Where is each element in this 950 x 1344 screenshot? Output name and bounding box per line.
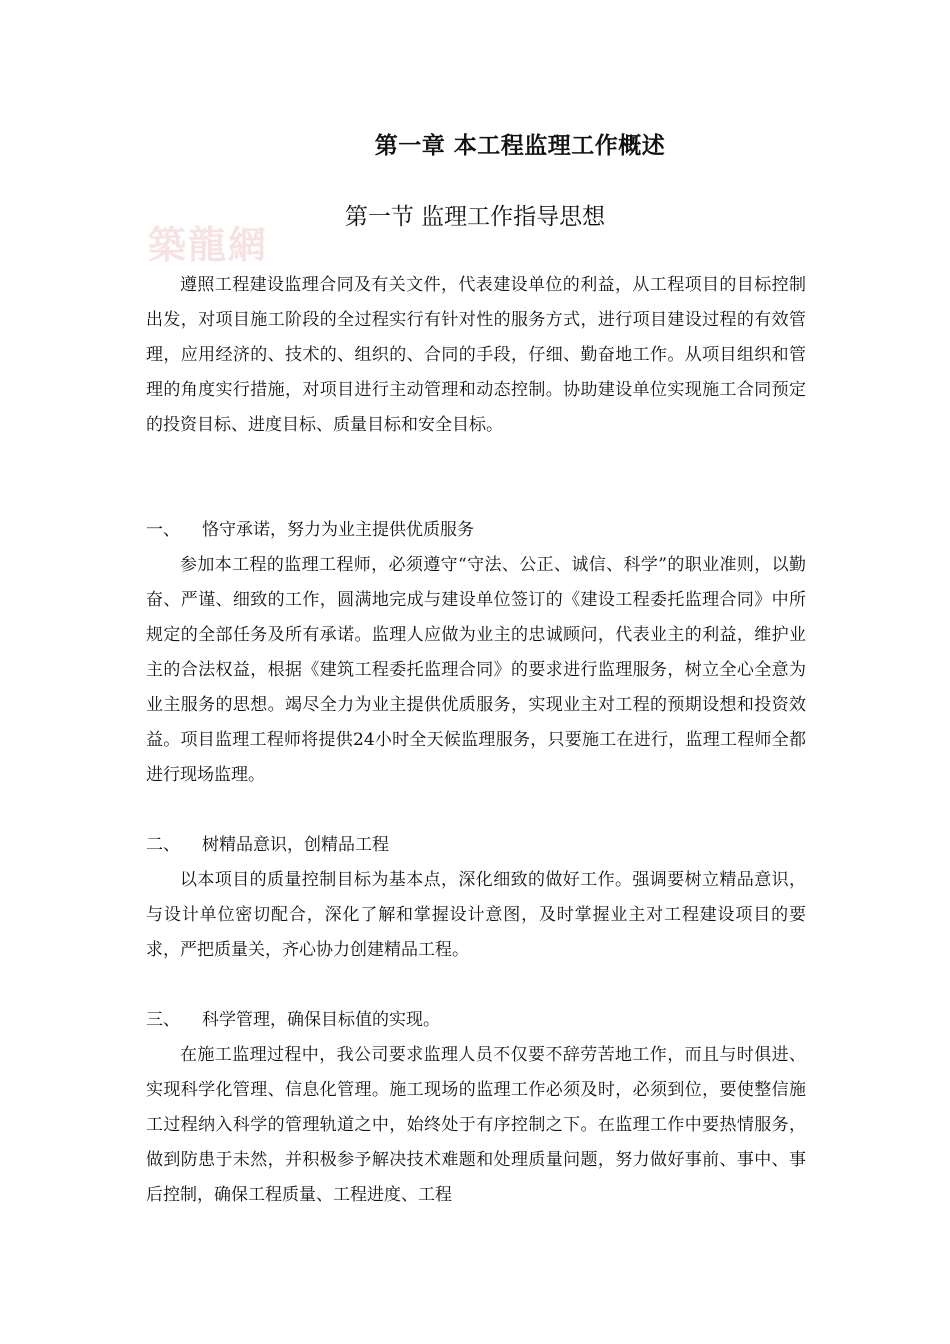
item-heading-3	[146, 1003, 440, 1038]
item-body-2: 以本项目的质量控制目标为基本点，深化细致的做好工作。强调要树立精品意识，与设计单位密切配合，深化了解和掌握设计意图，及时掌握业主对工程建设项目的要求，严把质量关，齐心协力创建精品工程。	[146, 870, 806, 960]
item-body-3: 在施工监理过程中，我公司要求监理人员不仅要不辞劳苦地工作，而且与时俱进、实现科学化管理、信息化管理。施工现场的监理工作必须及时，必须到位，要使整信施工过程纳入科学的管理轨道之中，始终处于有序控制之下。在监理工作中要热情服务，做到防患于未然，并积极参予解决技术难题和处理质量问题，努力做好事前、事中、事后控制，确保工程质量、工程进度、工程	[146, 1045, 806, 1205]
item-heading-2	[146, 828, 389, 863]
chapter-title: 第一章 本工程监理工作概述	[374, 133, 666, 159]
item-number: 三、	[146, 1010, 180, 1030]
item-body-1: 参加本工程的监理工程师，必须遵守“守法、公正、诚信、科学”的职业准则，以勤奋、严谨、细致的工作，圆满地完成与建设单位签订的《建设工程委托监理合同》中所规定的全部任务及所有承诺。监理人应做为业主的忠诚顾问，代表业主的利益，维护业主的合法权益，根据《建筑工程委托监理合同》的要求进行监理服务，树立全心全意为业主服务的思想。竭尽全力为业主提供优质服务，实现业主对工程的预期设想和投资效益。项目监理工程师将提供24小时全天候监理服务，只要施工在进行，监理工程师全都进行现场监理。	[146, 555, 806, 785]
item-heading-text: 树精品意识，创精品工程	[202, 835, 389, 855]
intro-paragraph: 遵照工程建设监理合同及有关文件，代表建设单位的利益，从工程项目的目标控制出发，对项目施工阶段的全过程实行有针对性的服务方式，进行项目建设过程的有效管理，应用经济的、技术的、组织的、合同的手段，仔细、勤奋地工作。从项目组织和管理的角度实行措施，对项目进行主动管理和动态控制。协助建设单位实现施工合同预定的投资目标、进度目标、质量目标和安全目标。	[146, 275, 806, 435]
section-title: 第一节 监理工作指导思想	[344, 204, 606, 230]
watermark: 築龍網	[148, 222, 269, 267]
item-heading-1	[146, 513, 474, 548]
item-heading-text: 科学管理，确保目标值的实现。	[202, 1010, 440, 1030]
item-number: 二、	[146, 835, 180, 855]
item-number: 一、	[146, 520, 180, 540]
item-heading-text: 恪守承诺，努力为业主提供优质服务	[202, 520, 474, 540]
